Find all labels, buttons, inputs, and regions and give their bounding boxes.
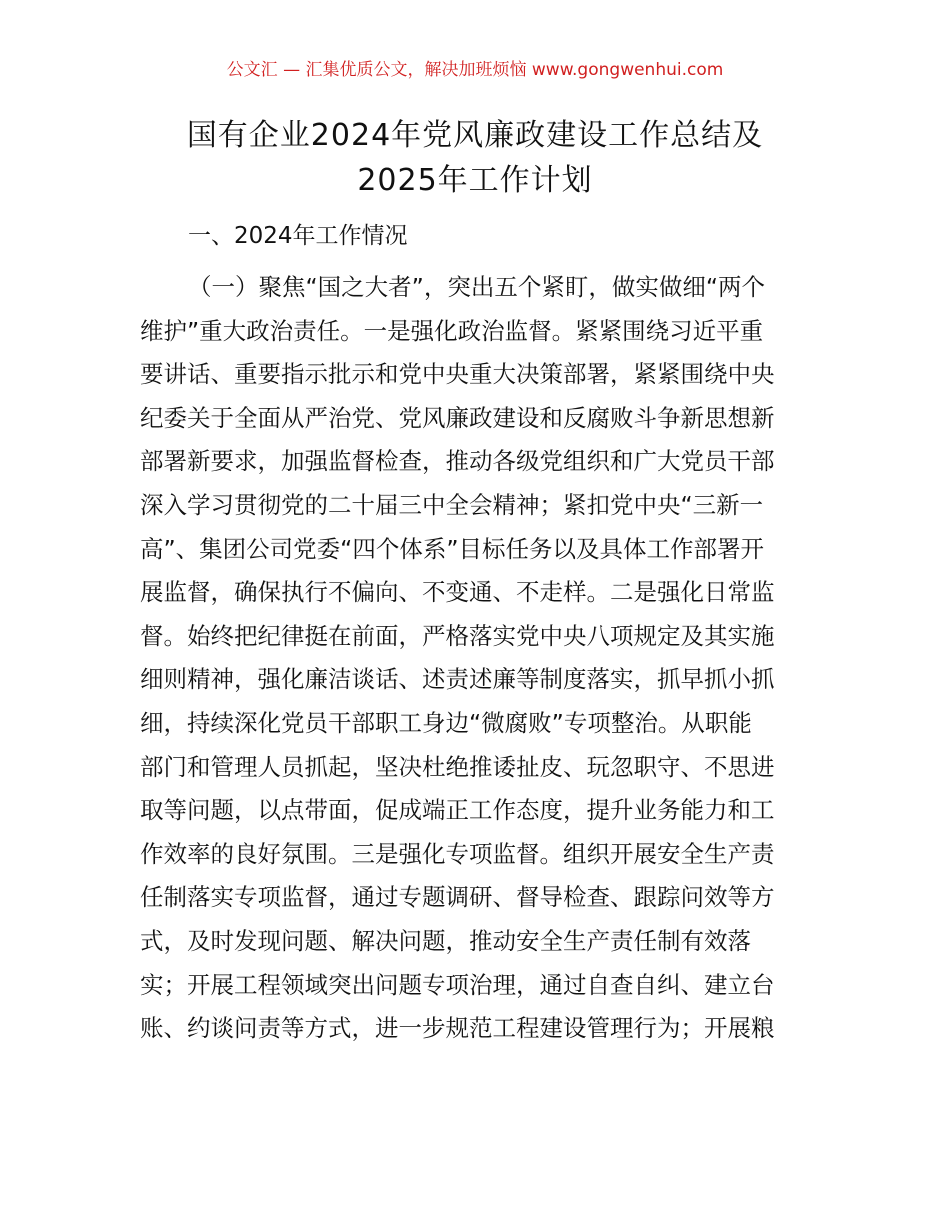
paragraph-line: 实；开展工程领域突出问题专项治理，通过自查自纠、建立台 [140, 970, 775, 999]
paragraph-line: 要讲话、重要指示批示和党中央重大决策部署，紧紧围绕中央 [140, 360, 775, 389]
body-paragraph [140, 266, 816, 1051]
paragraph-line: 式，及时发现问题、解决问题，推动安全生产责任制有效落 [140, 926, 751, 955]
paragraph-line: 细则精神，强化廉洁谈话、述责述廉等制度落实，抓早抓小抓 [140, 665, 775, 694]
paragraph-line: 部署新要求，加强监督检查，推动各级党组织和广大党员干部 [140, 447, 775, 476]
paragraph-line: 纪委关于全面从严治党、党风廉政建设和反腐败斗争新思想新 [140, 403, 775, 432]
paragraph-line: 督。始终把纪律挺在前面，严格落实党中央八项规定及其实施 [140, 621, 775, 650]
paragraph-line: 作效率的良好氛围。三是强化专项监督。组织开展安全生产责 [140, 839, 775, 868]
site-header-banner: 公文汇 — 汇集优质公文，解决加班烦恼 www.gongwenhui.com [226, 60, 724, 80]
document-title [0, 113, 950, 203]
title-line: 2025年工作计划 [357, 163, 593, 198]
title-line: 国有企业2024年党风廉政建设工作总结及 [186, 118, 764, 153]
paragraph-line: 任制落实专项监督，通过专题调研、督导检查、跟踪问效等方 [140, 883, 775, 912]
paragraph-line: 深入学习贯彻党的二十届三中全会精神；紧扣党中央“三新一 [140, 490, 764, 519]
paragraph-line: 账、约谈问责等方式，进一步规范工程建设管理行为；开展粮 [140, 1014, 775, 1043]
paragraph-line: 高”、集团公司党委“四个体系”目标任务以及具体工作部署开 [140, 534, 765, 563]
paragraph-line: （一）聚焦“国之大者”，突出五个紧盯，做实做细“两个 [188, 273, 766, 301]
paragraph-line: 部门和管理人员抓起，坚决杜绝推诿扯皮、玩忽职守、不思进 [140, 752, 775, 781]
paragraph-line: 展监督，确保执行不偏向、不变通、不走样。二是强化日常监 [140, 578, 775, 607]
section-heading: 一、2024年工作情况 [188, 223, 408, 249]
paragraph-line: 维护”重大政治责任。一是强化政治监督。紧紧围绕习近平重 [140, 316, 764, 345]
paragraph-line: 取等问题，以点带面，促成端正工作态度，提升业务能力和工 [140, 796, 775, 825]
paragraph-line: 细，持续深化党员干部职工身边“微腐败”专项整治。从职能 [140, 708, 752, 737]
